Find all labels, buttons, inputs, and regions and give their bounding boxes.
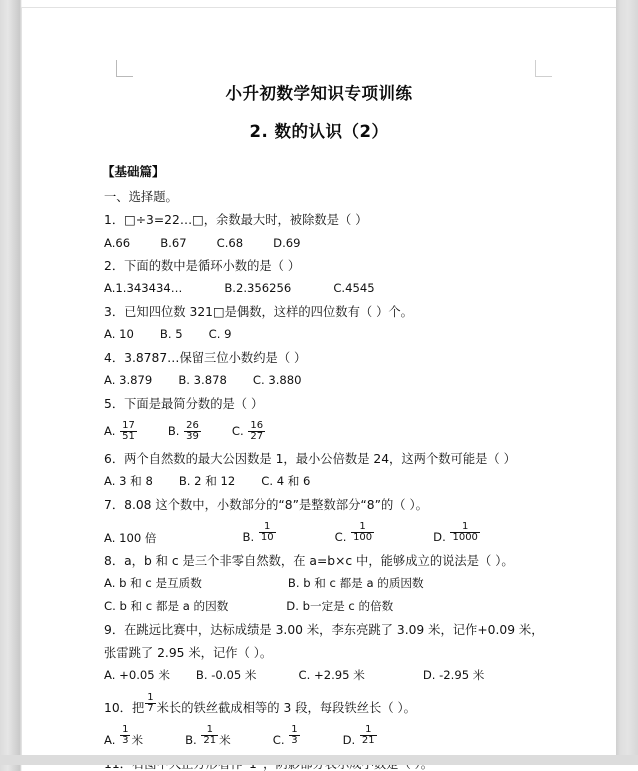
option-q9-b[interactable]: B. -0.05 米	[195, 668, 257, 683]
fraction-1-3: $\frac{1}{3}$	[291, 724, 298, 747]
option-q1-b[interactable]: B.67	[160, 235, 187, 250]
question-list	[22, 191, 616, 770]
option-q3-c[interactable]: C. 9	[208, 327, 232, 342]
option-q5-a[interactable]: A. $\frac{17}{51}$	[104, 420, 135, 443]
option-q6-c[interactable]: C. 4 和 6	[261, 474, 311, 489]
option-q5-b[interactable]: B. $\frac{26}{39}$	[167, 420, 199, 443]
question-stem-q8: 8．a，b 和 c 是三个非零自然数，在 a=b×c 中，能够成立的说法是（ ）。	[104, 554, 514, 569]
option-q8-c[interactable]: C. b 和 c 都是 a 的因数	[104, 599, 229, 614]
option-q3-a[interactable]: A. 10	[104, 327, 134, 342]
question-stem-q4: 4．3.8787…保留三位小数约是（ ）	[104, 350, 307, 365]
page-subtitle: 2. 数的认识（2）	[249, 122, 389, 141]
question-stem-q2: 2．下面的数中是循环小数的是（ ）	[104, 259, 301, 274]
option-q7-c[interactable]: C. $\frac{1}{100}$	[334, 521, 373, 545]
option-q5-c[interactable]: C. $\frac{16}{27}$	[231, 420, 264, 443]
option-q8-a[interactable]: A. b 和 c 是互质数	[104, 576, 202, 591]
option-q10-c[interactable]: C. $\frac{1}{3}$	[272, 724, 298, 748]
options-q7	[104, 522, 602, 544]
option-q6-a[interactable]: A. 3 和 8	[104, 474, 153, 489]
page-edge-right	[616, 0, 638, 765]
question-stem-q10-before: 10．把	[104, 700, 145, 715]
page-title: 小升初数学知识专项训练	[225, 84, 413, 103]
question-stem-q5: 5．下面是最简分数的是（ ）	[104, 396, 264, 411]
fraction-1-21: $\frac{1}{21}$	[361, 724, 375, 747]
option-q3-b[interactable]: B. 5	[159, 327, 183, 342]
options-q8-row2	[104, 601, 602, 613]
option-q10-a[interactable]: A. $\frac{1}{3}$ 米	[104, 724, 144, 748]
options-q5	[104, 421, 602, 442]
question-stem-q10-after: 米长的铁丝截成相等的 3 段，每段铁丝长（ ）。	[156, 700, 416, 715]
options-q8-row1	[104, 578, 602, 590]
option-q4-c[interactable]: C. 3.880	[252, 373, 302, 388]
option-q10-d[interactable]: D. $\frac{1}{21}$	[342, 724, 375, 748]
option-q1-d[interactable]: D.69	[273, 235, 301, 250]
fraction-26-39: $\frac{26}{39}$	[186, 420, 199, 443]
options-q6	[104, 476, 602, 488]
options-q9	[104, 670, 602, 682]
option-q7-d[interactable]: D. $\frac{1}{1000}$	[433, 521, 478, 545]
options-q4	[104, 375, 602, 387]
fraction-1-21-meter: $\frac{1}{21}$	[203, 724, 217, 747]
option-q10-b[interactable]: B. $\frac{1}{21}$ 米	[185, 724, 231, 748]
fraction-1-7: $\frac{1}{7}$	[147, 691, 154, 714]
option-q2-a[interactable]: A.1.343434…	[104, 281, 183, 296]
document-page	[22, 8, 616, 755]
question-stem-q9-line2: 张雷跳了 2.95 米，记作（ ）。	[104, 645, 273, 660]
option-q2-c[interactable]: C.4545	[333, 281, 375, 296]
question-stem-q1: 1．□÷3=22…□，余数最大时，被除数是（ ）	[104, 213, 368, 228]
fraction-1-1000: $\frac{1}{1000}$	[452, 521, 478, 544]
fraction-17-51: $\frac{17}{51}$	[122, 420, 135, 443]
fraction-1-100: $\frac{1}{100}$	[353, 521, 373, 544]
option-q8-d[interactable]: D. b一定是 c 的倍数	[286, 599, 394, 614]
option-q7-a[interactable]: A. 100 倍	[104, 530, 157, 545]
option-q9-d[interactable]: D. -2.95 米	[422, 668, 485, 683]
option-q9-a[interactable]: A. +0.05 米	[104, 668, 170, 683]
question-stem-q10	[104, 693, 602, 714]
options-q3	[104, 329, 602, 341]
page-edge-bottom	[0, 755, 638, 765]
question-stem-q7: 7．8.08 这个数中，小数部分的“8”是整数部分“8”的（ ）。	[104, 498, 428, 513]
option-q6-b[interactable]: B. 2 和 12	[178, 474, 236, 489]
question-stem-q6: 6．两个自然数的最大公因数是 1，最小公倍数是 24，这两个数可能是（ ）	[104, 452, 516, 467]
options-q10	[104, 725, 602, 747]
option-q2-b[interactable]: B.2.356256	[224, 281, 292, 296]
fraction-1-10: $\frac{1}{10}$	[260, 521, 274, 544]
option-q8-b[interactable]: B. b 和 c 都是 a 的质因数	[287, 576, 424, 591]
option-q7-b[interactable]: B. $\frac{1}{10}$	[242, 521, 274, 545]
question-stem-q3: 3．已知四位数 321□是偶数，这样的四位数有（ ）个。	[104, 305, 413, 320]
section-heading: 一、选择题。	[104, 190, 178, 204]
fraction-16-27: $\frac{16}{27}$	[250, 420, 264, 443]
options-q2	[104, 283, 602, 295]
document-content	[22, 8, 616, 770]
option-q4-b[interactable]: B. 3.878	[178, 373, 227, 388]
option-q4-a[interactable]: A. 3.879	[104, 373, 153, 388]
option-q1-a[interactable]: A.66	[104, 235, 131, 250]
option-q9-c[interactable]: C. +2.95 米	[298, 668, 365, 683]
fraction-1-3-meter: $\frac{1}{3}$	[122, 724, 129, 747]
section-tag: 【基础篇】	[102, 164, 165, 179]
question-stem-q9: 9．在跳远比赛中，达标成绩是 3.00 米，李东亮跳了 3.09 米，记作+0.09 米，	[104, 622, 544, 637]
option-q1-c[interactable]: C.68	[216, 235, 244, 250]
options-q1	[104, 235, 602, 250]
